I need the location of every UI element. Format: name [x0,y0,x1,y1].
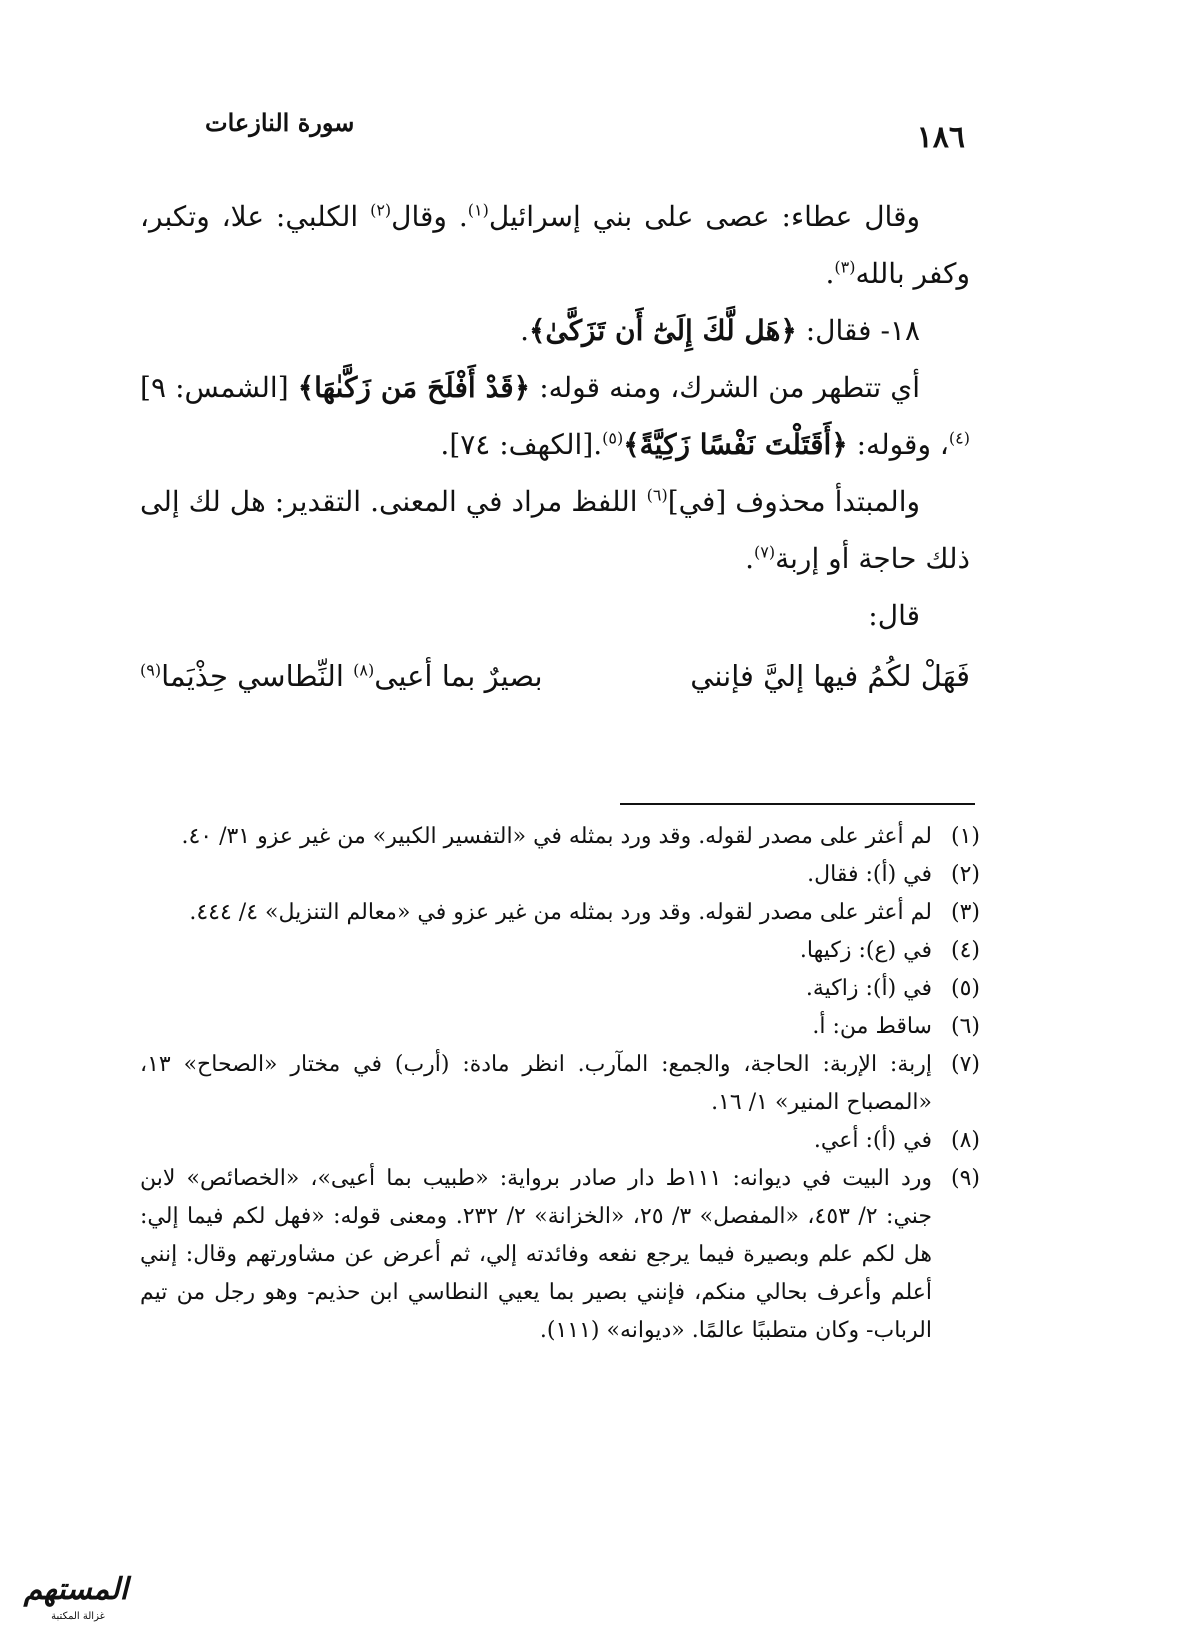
footnote-number: (٤) [950,938,980,963]
footnote-text: في (أ): أعي. [813,1128,932,1153]
footnote-item [140,1008,980,1046]
footnote-ref-2[interactable]: (٢) [370,200,392,220]
text-span: النِّطاسي حِذْيَما [161,659,354,693]
logo-subtitle: غزالة المكتبة [51,1611,105,1622]
text-span: . [825,257,835,290]
footnote-item [140,1046,980,1122]
footnote-text: ورد البيت في ديوانه: ١١١ط دار صادر برواية: «طبيب بما أعيى»، «الخصائص» لابن جني: ٢/ ٤٥٣، «المفصل» ٣/ ٢٥، «الخزانة» ٢/ ٢٣٢. ومعنى قوله: «فهل لكم فيما إلي: هل لكم علم وبصيرة فيما يرجع نفعه وفائدته إلي، ثم أعرض عن مشاورتهم وقال: إنني أعلم وأعرف بحالي منكم، فإنني بصير بما يعيي النطاسي ابن حذيم- وهو رجل من تيم الرباب- وكان متطببًا عالمًا. «ديوانه» (١١١). [140,1166,933,1343]
poem-verse [140,648,970,705]
paragraph-explanation [140,359,970,473]
footnote-text: لم أعثر على مصدر لقوله. وقد ورد بمثله من غير عزو في «معالم التنزيل» ٤/ ٤٤٤. [189,900,932,925]
poem-intro: قال: [868,599,920,632]
footnote-ref-4[interactable]: (٤) [948,428,970,448]
footnote-text: إربة: الإربة: الحاجة، والجمع: المآرب. انظر مادة: (أرب) في مختار «الصحاح» ١٣، «المصباح المنير» ١/ ١٦. [140,1052,932,1115]
paragraph-ata-quote [140,188,970,302]
footnote-number: (١) [950,824,980,849]
quran-verse: ﴿أَقَتَلْتَ نَفْسًا زَكِيَّةً﴾ [623,428,848,461]
footnote-number: (٨) [950,1128,980,1153]
text-span: الكلبي: علا، وتكبر، وكفر بالله [140,200,970,290]
footnote-number: (٧) [950,1052,980,1077]
main-text [140,188,970,705]
page-number: ١٨٦ [916,120,965,155]
logo-calligraphy: المستهم [23,1572,128,1607]
quran-verse: ﴿هَل لَّكَ إِلَىٰٓ أَن تَزَكَّىٰ﴾ [528,314,797,347]
paragraph-verse-18 [140,302,970,359]
text-span: . [745,542,755,575]
footnote-number: (٢) [950,862,980,887]
publisher-logo [23,1570,128,1638]
text-span: . وقال [391,200,468,233]
verse-number-label: ١٨- فقال: [796,314,920,347]
quran-verse: ﴿قَدْ أَفْلَحَ مَن زَكَّىٰهَا﴾ [297,371,531,404]
surah-title: سورة النازعات [205,108,355,137]
footnote-item [140,932,980,970]
text-span: بصيرٌ بما أعيى [374,659,543,693]
footnotes [140,818,980,1350]
footnote-item [140,818,980,856]
footnote-text: في (ع): زكيها. [799,938,932,963]
text-span: اللفظ مراد في المعنى. التقدير: هل لك إلى ذلك حاجة أو إربة [140,485,970,575]
poem-first-hemistich: فَهَلْ لكُمُ فيها إليَّ فإنني [690,659,970,693]
footnote-item [140,1160,980,1350]
text-span: . [520,314,529,347]
footnote-item [140,856,980,894]
footnote-separator [620,803,975,805]
poem-second-hemistich [140,648,543,705]
footnote-number: (٦) [950,1014,980,1039]
footnote-number: (٣) [950,900,980,925]
text-span: وقال عطاء: عصى على بني إسرائيل [488,200,920,233]
footnote-text: في (أ): فقال. [807,862,932,887]
footnote-text: في (أ): زاكية. [805,976,932,1001]
text-span: [الشمس: ٩] [140,371,298,404]
footnote-item [140,1122,980,1160]
footnote-ref-9[interactable]: (٩) [140,660,162,680]
text-span: أي تتطهر من الشرك، ومنه قوله: [530,371,921,404]
text-span: ، وقوله: [847,428,949,461]
footnote-ref-7[interactable]: (٧) [754,542,776,562]
footnote-ref-8[interactable]: (٨) [353,660,375,680]
text-span: والمبتدأ محذوف [في] [667,485,920,518]
text-span: .[الكهف: ٧٤]. [440,428,603,461]
footnote-item [140,970,980,1008]
footnote-text: لم أعثر على مصدر لقوله. وقد ورد بمثله في «التفسير الكبير» من غير عزو ٣١/ ٤٠. [181,824,932,849]
footnote-ref-1[interactable]: (١) [467,200,489,220]
footnote-ref-5[interactable]: (٥) [602,428,624,448]
page-header [205,108,965,168]
footnote-item [140,894,980,932]
footnote-number: (٥) [950,976,980,1001]
footnote-text: ساقط من: أ. [812,1014,932,1039]
footnote-ref-6[interactable]: (٦) [646,485,668,505]
footnote-number: (٩) [950,1166,980,1191]
paragraph-grammar [140,473,970,587]
footnote-ref-3[interactable]: (٣) [834,257,856,277]
